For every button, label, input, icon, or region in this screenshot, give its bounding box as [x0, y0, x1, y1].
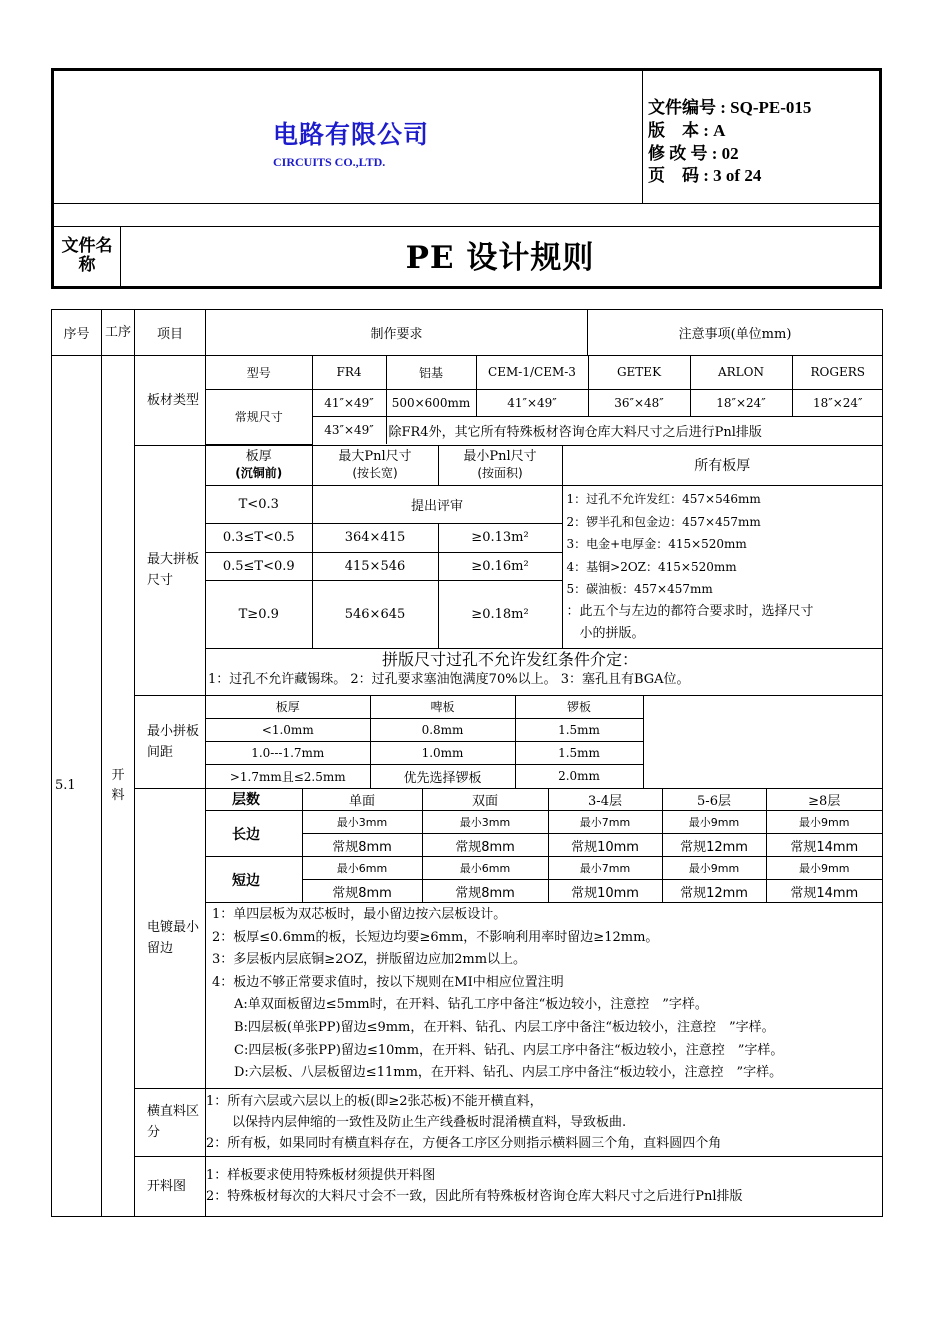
doc-title: PE 设计规则	[405, 240, 595, 276]
edge-layer: 双面	[422, 789, 548, 811]
mp-row-t: 0.5≤T<0.9	[206, 552, 312, 580]
doc-page: 页 码 : 3 of 24	[648, 166, 762, 185]
size-fr4: 41″×49″	[312, 389, 386, 416]
gap-cell: 0.8mm	[370, 719, 515, 742]
mp-row-max: 415×546	[312, 552, 438, 580]
edge-h-layers: 层数	[206, 789, 302, 811]
cutmap-notes: 1：样板要求使用特殊板材须提供开料图 2：特殊板材每次的大料尺寸会不一致，因此所有特殊板材咨询仓库大料尺寸之后进行Pnl排版	[206, 1156, 883, 1216]
mp-row-max: 546×645	[312, 580, 438, 648]
company-block	[54, 71, 643, 204]
edge-val: 常规12mm	[662, 834, 766, 857]
edge-val: 常规14mm	[766, 880, 882, 903]
type-fr4: FR4	[312, 356, 386, 389]
edge-layer: 单面	[302, 789, 422, 811]
gap-h: 锣板	[515, 696, 643, 719]
mp-row-t: T≥0.9	[206, 580, 312, 648]
spec-table	[51, 309, 883, 1217]
mp-h-min: 最小Pnl尺寸 (按面积)	[438, 446, 562, 486]
mp-h-max: 最大Pnl尺寸 (按长宽)	[312, 446, 438, 486]
col-req: 制作要求	[206, 310, 588, 356]
grain-label: 横直料区分	[135, 1088, 206, 1156]
edge-val: 最小6mm	[422, 857, 548, 880]
gap-cell: <1.0mm	[206, 719, 370, 742]
mp-row-t: T<0.3	[206, 486, 312, 524]
type-cem: CEM-1/CEM-3	[476, 356, 588, 389]
type-arlon: ARLON	[690, 356, 792, 389]
edge-val: 最小7mm	[548, 857, 662, 880]
gap-cell: 优先选择锣板	[370, 765, 515, 788]
board-type-label: 板材类型	[135, 356, 206, 446]
edge-short: 短边	[206, 857, 302, 903]
edge-val: 常规14mm	[766, 834, 882, 857]
col-proc: 工序	[102, 310, 135, 356]
mp-h-thick: 板厚 (沉铜前)	[206, 446, 312, 486]
mp-row-min: ≥0.16m²	[438, 552, 562, 580]
mp-notes: 1：过孔不允许发红：457×546mm 2：锣半孔和包金边：457×457mm 3：电金+电厚金：415×520mm 4：基铜>2OZ：415×520mm 5：碳油板：457×457mm ：此五个与左边的都符合要求时，选择尺寸 小的拼版。	[562, 486, 882, 649]
type-rogers: ROGERS	[792, 356, 883, 389]
gap-cell: 1.5mm	[515, 719, 643, 742]
gap-cell: >1.7mm且≤2.5mm	[206, 765, 370, 788]
board-type-cell	[206, 356, 883, 446]
gap-cell: 1.0---1.7mm	[206, 742, 370, 765]
edge-layer: ≥8层	[766, 789, 882, 811]
mp-row-max: 364×415	[312, 524, 438, 552]
min-gap-cell	[206, 695, 883, 788]
mp-row-min: ≥0.18m²	[438, 580, 562, 648]
doc-version: 版 本 : A	[648, 121, 726, 140]
edge-label: 电镀最小留边	[135, 788, 206, 1088]
col-item: 项目	[135, 310, 206, 356]
board-size-note: 除FR4外，其它所有特殊板材咨询仓库大料尺寸之后进行Pnl排版	[386, 416, 883, 444]
edge-val: 最小3mm	[422, 811, 548, 834]
edge-val: 常规8mm	[302, 834, 422, 857]
edge-layer: 5-6层	[662, 789, 766, 811]
type-model: 型号	[206, 356, 312, 389]
edge-val: 最小3mm	[302, 811, 422, 834]
edge-val: 常规8mm	[302, 880, 422, 903]
edge-val: 常规8mm	[422, 880, 548, 903]
gap-cell: 1.5mm	[515, 742, 643, 765]
seq-cell: 5.1	[52, 356, 102, 1217]
col-note: 注意事项(单位mm)	[588, 310, 883, 356]
size-fr4-alt: 43″×49″	[312, 416, 386, 444]
cutmap-label: 开料图	[135, 1156, 206, 1216]
gap-cell: 1.0mm	[370, 742, 515, 765]
header-divider	[54, 204, 879, 227]
proc-cell: 开料	[102, 356, 135, 1217]
edge-val: 常规10mm	[548, 880, 662, 903]
file-name-label: 文件名称	[54, 227, 121, 289]
edge-val: 最小9mm	[662, 811, 766, 834]
type-getek: GETEK	[588, 356, 690, 389]
size-rogers: 18″×24″	[792, 389, 883, 416]
type-al: 铝基	[386, 356, 476, 389]
gap-cell: 2.0mm	[515, 765, 643, 788]
size-cem: 41″×49″	[476, 389, 588, 416]
edge-layer: 3-4层	[548, 789, 662, 811]
edge-val: 常规10mm	[548, 834, 662, 857]
mp-conditions: 拼版尺寸过孔不允许发红条件介定： 1：过孔不允许藏锡珠。 2：过孔要求塞油饱满度70%以上。 3：塞孔且有BGA位。	[206, 648, 882, 692]
edge-val: 最小9mm	[766, 811, 882, 834]
mp-row-t: 0.3≤T<0.5	[206, 524, 312, 552]
company-name-cn: 电路有限公司	[273, 120, 430, 149]
max-panel-cell	[206, 445, 883, 695]
max-panel-label: 最大拼板尺寸	[135, 445, 206, 695]
edge-val: 最小7mm	[548, 811, 662, 834]
edge-val: 最小6mm	[302, 857, 422, 880]
edge-val: 最小9mm	[662, 857, 766, 880]
document-header	[51, 68, 882, 289]
grain-notes: 1：所有六层或六层以上的板(即≥2张芯板)不能开横直料， 以保持内层伸缩的一致性及防止生产线叠板时混淆横直料，导致板曲. 2：所有板，如果同时有横直料存在，方便各工序区分则指示横料圆三个角，直料圆四个角	[206, 1088, 883, 1156]
doc-revision: 修 改 号 : 02	[648, 144, 739, 163]
size-arlon: 18″×24″	[690, 389, 792, 416]
edge-val: 常规12mm	[662, 880, 766, 903]
mp-h-all: 所有板厚	[562, 446, 882, 486]
gap-h: 板厚	[206, 696, 370, 719]
size-getek: 36″×48″	[588, 389, 690, 416]
company-name-en: CIRCUITS CO.,LTD.	[273, 155, 386, 169]
doc-number: 文件编号 : SQ-PE-015	[648, 98, 812, 117]
edge-long: 长边	[206, 811, 302, 857]
gap-h: 啤板	[370, 696, 515, 719]
edge-val: 常规8mm	[422, 834, 548, 857]
min-gap-label: 最小拼板间距	[135, 695, 206, 788]
size-label: 常规尺寸	[206, 389, 312, 444]
edge-cell	[206, 788, 883, 1088]
edge-val: 最小9mm	[766, 857, 882, 880]
mp-row-min: ≥0.13m²	[438, 524, 562, 552]
edge-notes: 1：单四层板为双芯板时，最小留边按六层板设计。 2：板厚≤0.6mm的板，长短边均要≥6mm，不影响利用率时留边≥12mm。 3：多层板内层底铜≥2OZ，拼版留边应加2mm以上。 4：板边不够正常要求值时，按以下规则在MI中相应位置注明 A:单双面板留边≤5mm时，在开料、钻孔工序中备注“板边较小，注意控 ”字样。 B:四层板(单张PP)留边≤9mm，在开料、钻孔、内层工序中备注“板边较小，注意控 ”字样。 C:四层板(多张PP)留边≤10mm，在开料、钻孔、内层工序中备注“板边较小，注意控 ”字样。 D:六层板、八层板留边≤11mm，在开料、钻孔、内层工序中备注“板边较小，注意控 ”字样。	[212, 907, 784, 1081]
col-seq: 序号	[52, 310, 102, 356]
doc-meta	[643, 71, 882, 204]
mp-row-max: 提出评审	[312, 486, 562, 524]
size-al: 500×600mm	[386, 389, 476, 416]
